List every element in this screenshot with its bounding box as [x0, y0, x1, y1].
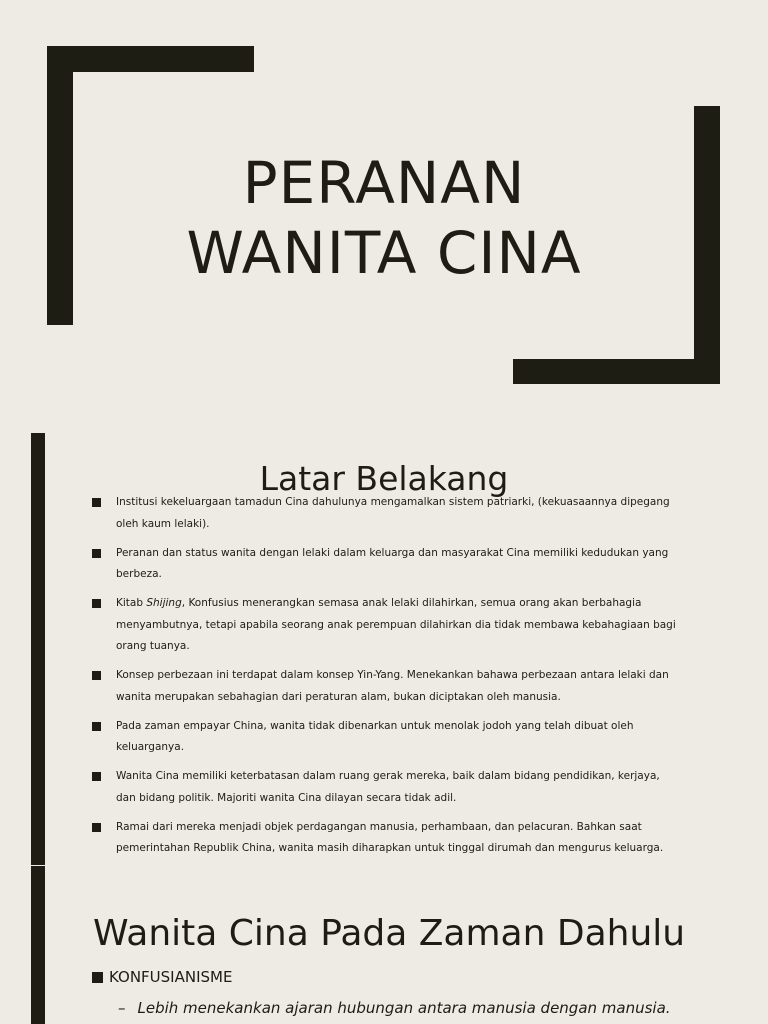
sub-list-item	[118, 997, 671, 1019]
bullet-square-icon	[92, 498, 101, 507]
list-item	[92, 766, 682, 809]
section-heading-latar-belakang: Latar Belakang	[259, 459, 509, 498]
dash-bullet: –	[118, 999, 126, 1017]
bullet-text: Ramai dari mereka menjadi objek perdagangan manusia, perhambaan, dan pelacuran. Bahkan saat pemerintahan Republik China, wanita masih diharapkan untuk tinggal dirumah dan mengurus keluarga.	[116, 820, 664, 854]
bullet-text: Wanita Cina memiliki keterbatasan dalam ruang gerak mereka, baik dalam bidang pendidikan, kerjaya, dan bidang politik. Majoriti wanita Cina dilayan secara tidak adil.	[116, 770, 660, 804]
bullet-list	[92, 492, 682, 867]
bullet-text: Pada zaman empayar China, wanita tidak dibenarkan untuk menolak jodoh yang telah dibuat oleh keluarganya.	[116, 719, 634, 753]
sub-list-item-text: Lebih menekankan ajaran hubungan antara manusia dengan manusia.	[137, 999, 671, 1017]
bullet-square-icon	[92, 549, 101, 558]
subheading-text: KONFUSIANISME	[109, 968, 233, 986]
slide-title-line2: WANITA CINA	[186, 219, 582, 287]
subheading-konfusianisme	[92, 966, 232, 988]
frame-bottom-right-horizontal	[513, 359, 720, 384]
bullet-text: Peranan dan status wanita dengan lelaki dalam keluarga dan masyarakat Cina memiliki kedudukan yang berbeza.	[116, 546, 669, 580]
bullet-text-pre: Kitab	[116, 597, 147, 609]
left-accent-bar-slide3	[31, 866, 45, 1024]
list-item	[92, 665, 682, 708]
slide-title	[0, 148, 768, 288]
bullet-square-icon	[92, 722, 101, 731]
list-item	[92, 817, 682, 860]
bullet-text: Konsep perbezaan ini terdapat dalam konsep Yin-Yang. Menekankan bahawa perbezaan antara lelaki dan wanita merupakan sebahagian dari peraturan alam, bukan diciptakan oleh manusia.	[116, 669, 669, 703]
bullet-square-icon	[92, 772, 101, 781]
bullet-square-icon	[92, 671, 101, 680]
bullet-square-icon	[92, 972, 103, 983]
slide-title-line1: PERANAN	[242, 149, 526, 217]
bullet-text-post: , Konfusius menerangkan semasa anak lelaki dilahirkan, semua orang akan berbahagia menyambutnya, tetapi apabila seorang anak perempuan dilahirkan dia tidak membawa kebahagiaan bagi orang tuanya.	[116, 597, 676, 652]
bullet-square-icon	[92, 823, 101, 832]
list-item	[92, 593, 682, 658]
list-item	[92, 543, 682, 586]
bullet-square-icon	[92, 599, 101, 608]
section-heading-wanita-cina: Wanita Cina Pada Zaman Dahulu	[93, 913, 686, 954]
frame-top-left-horizontal	[47, 46, 254, 72]
list-item	[92, 492, 682, 535]
bullet-text: Institusi kekeluargaan tamadun Cina dahulunya mengamalkan sistem patriarki, (kekuasaannya dipegang oleh kaum lelaki).	[116, 496, 670, 530]
bullet-text-italic: Shijing	[146, 597, 182, 609]
list-item	[92, 716, 682, 759]
